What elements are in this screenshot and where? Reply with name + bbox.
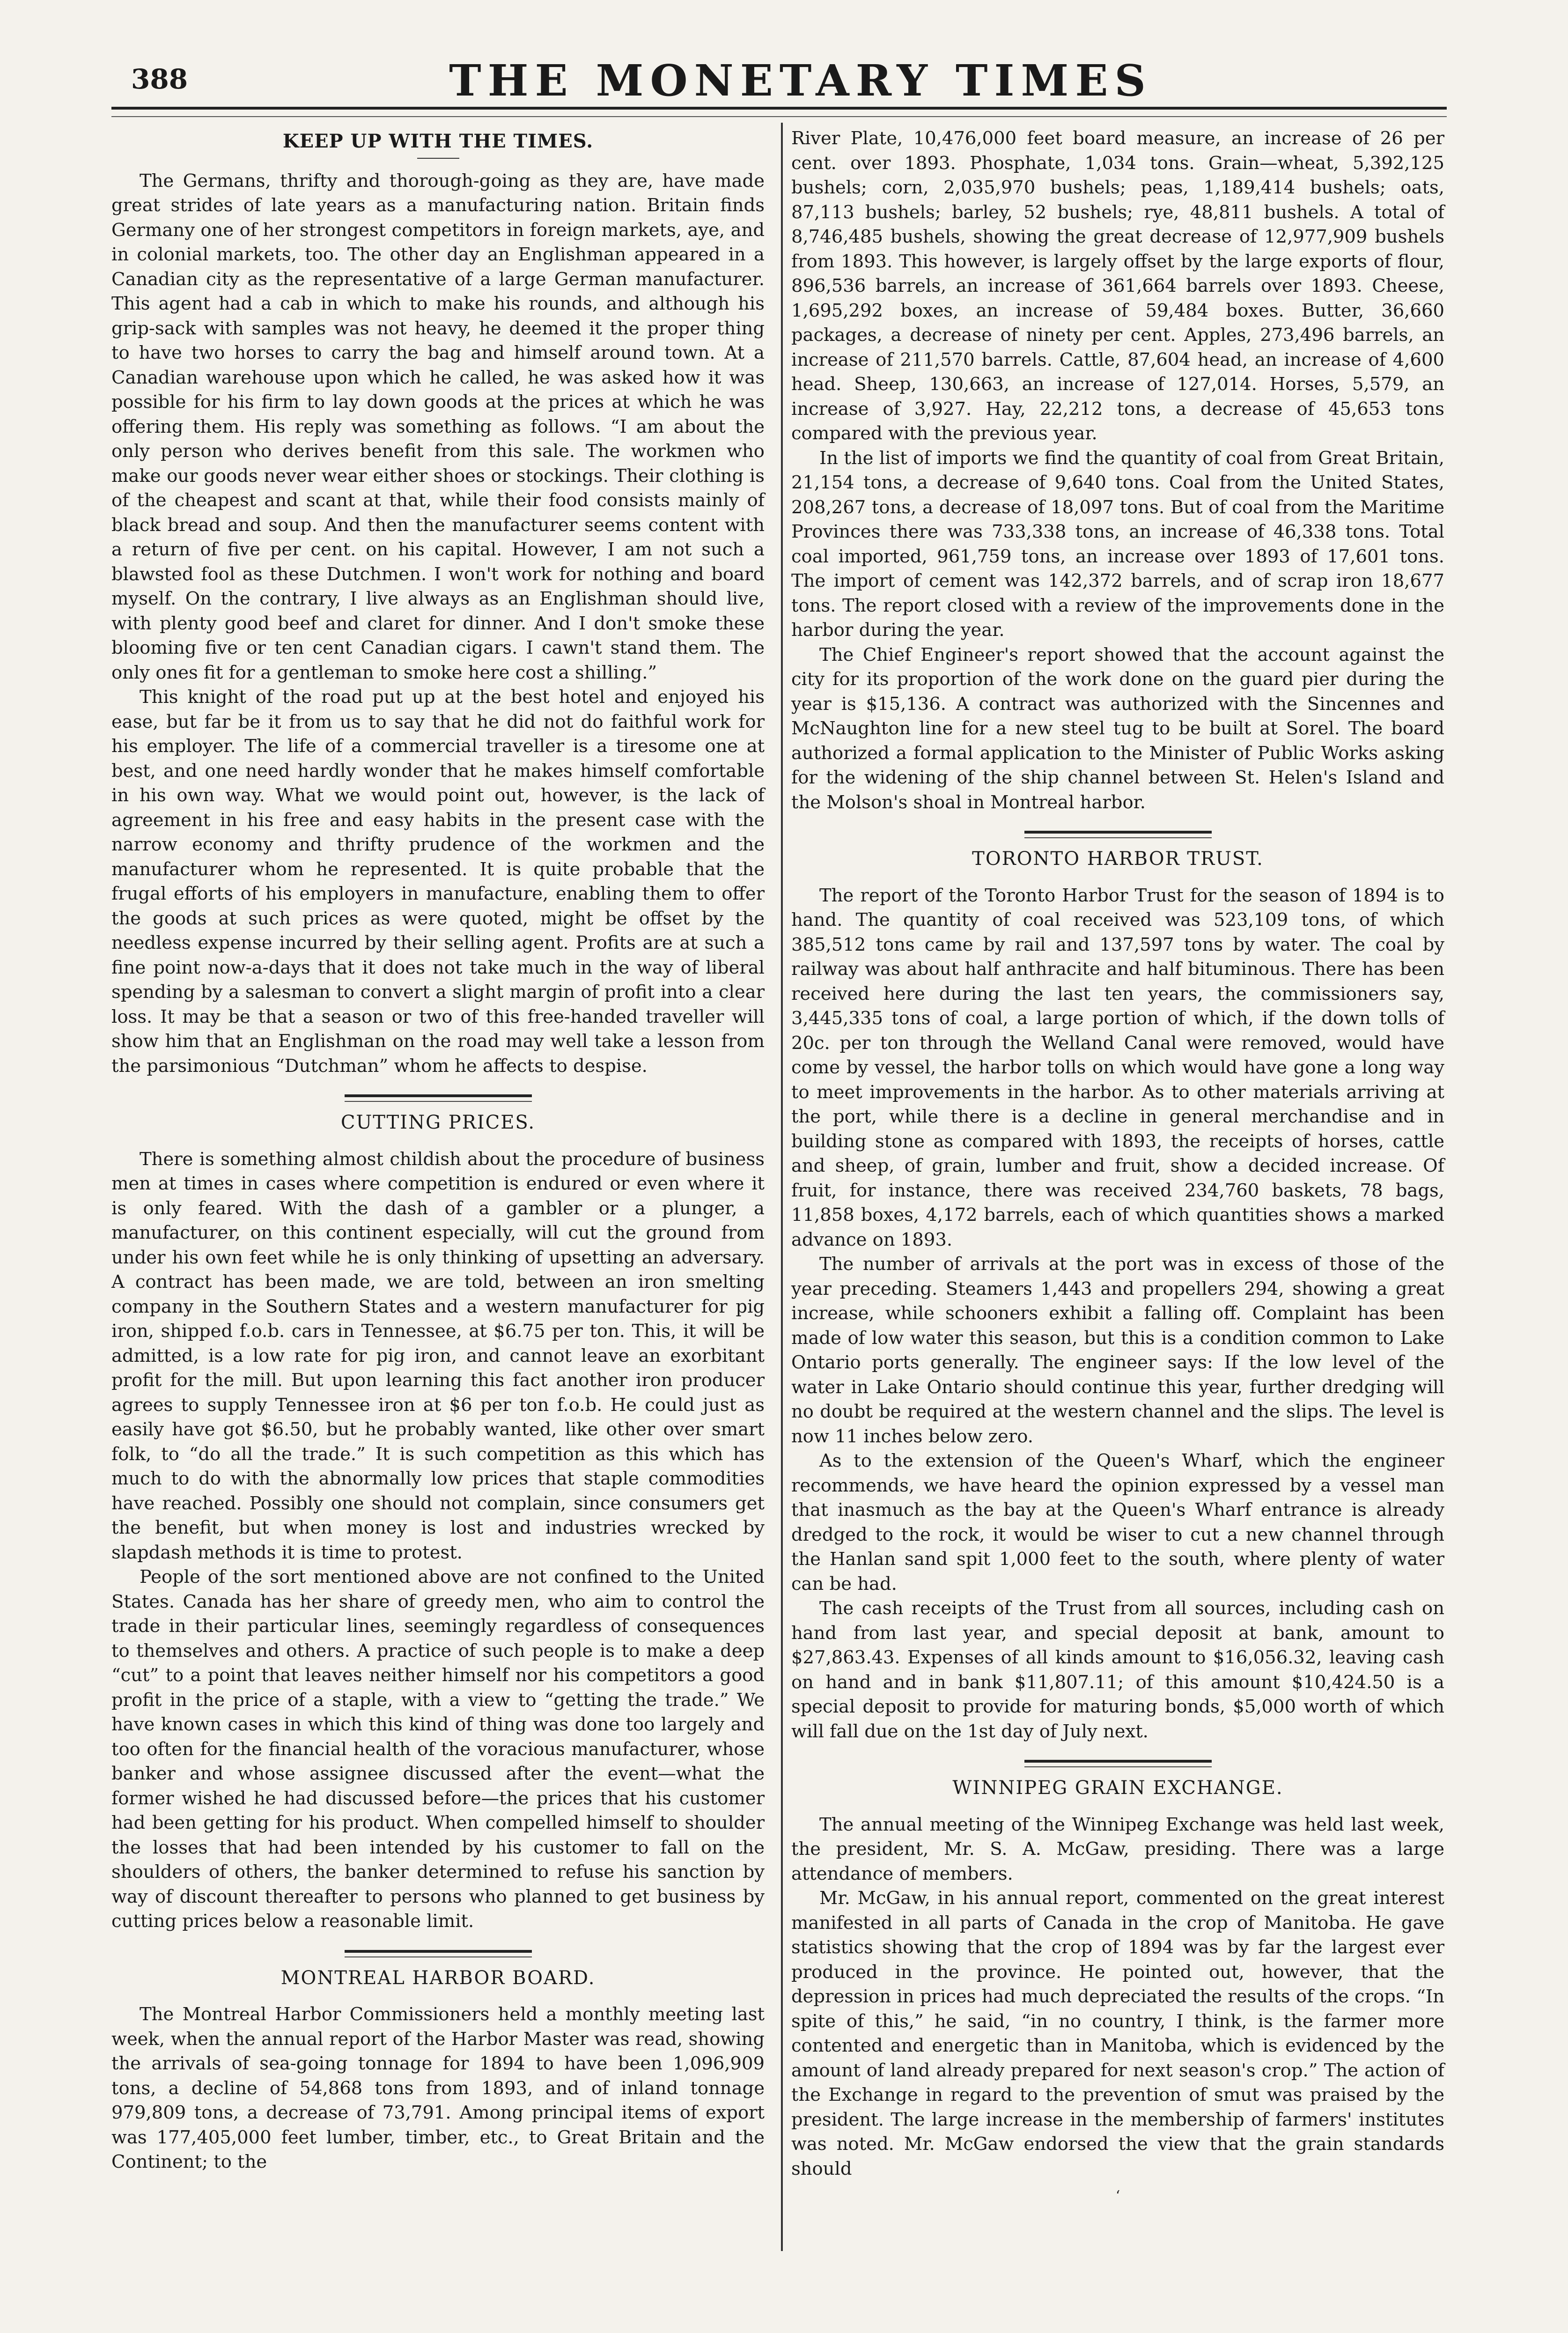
article-paragraph: As to the extension of the Queen's Wharf, which the engineer recommends, we have heard the opinion expressed by a vessel man that inasmuch as the bay at the Queen's Wharf entrance is already dredged to the rock, it would be wiser to cut a new channel through the Hanlan sand spit 1,000 feet to the south, where plenty of water can be had. <box>791 1450 1444 1595</box>
article-paragraph: Mr. McGaw, in his annual report, commented on the great interest manifested in all parts of Canada in the crop of Manitoba. He gave statistics showing that the crop of 1894 was by far the largest ever produced in the province. He pointed out, however, that the depression in prices had much depreciated the results of the crops. “In spite of this,” he said, “in no country, I think, is the farmer more contented and energetic than in Manitoba, which is evidenced by the amount of land already prepared for next season's crop.” The action of the Exchange in regard to the prevention of smut was praised by the president. The large increase in the membership of farmers' institutes was noted. Mr. McGaw endorsed the view that the grain standards should <box>791 1888 1444 2179</box>
article-paragraph: The Montreal Harbor Commissioners held a monthly meeting last week, when the annual report of the Harbor Master was read, showing the arrivals of sea-going tonnage for 1894 to have been 1,096,909 tons, a decline of 54,868 tons from 1893, and of inland tonnage 979,809 tons, a decrease of 73,791. Among principal items of export was 177,405,000 feet lumber, timber, etc., to Great Britain and the Continent; to the <box>111 2004 765 2172</box>
masthead: THE MONETARY TIMES <box>449 55 1152 106</box>
right-column <box>791 126 1444 2209</box>
article-title-montreal-harbor: MONTREAL HARBOR BOARD. <box>280 1967 596 1989</box>
article-paragraph: The annual meeting of the Winnipeg Exchange was held last week, the president, Mr. S. A. McGaw, presiding. There was a large attendance of members. <box>791 1814 1444 1884</box>
section-separator <box>1024 1760 1212 1767</box>
article-title-winnipeg-grain: WINNIPEG GRAIN EXCHANGE. <box>952 1777 1283 1799</box>
article-paragraph: The Chief Engineer's report showed that the account against the city for its proportion of the work done on the guard pier during the year is $15,136. A contract was authorized with the Sincennes and McNaughton line for a new steel tug to be built at Sorel. The board authorized a formal application to the Minister of Public Works asking for the widening of the ship channel between St. Helen's Island and the Molson's shoal in Montreal harbor. <box>791 644 1444 813</box>
article-paragraph: People of the sort mentioned above are not confined to the United States. Canada has her share of greedy men, who aim to control the trade in their particular lines, seemingly regardless of consequences to themselves and others. A practice of such people is to make a deep “cut” to a point that leaves neither himself nor his competitors a good profit in the price of a staple, with a view to “getting the trade.” We have known cases in which this kind of thing was done too largely and too often for the financial health of the voracious manufacturer, whose banker and whose assignee discussed after the event—what the former wished he had discussed before—the prices that his customer had been getting for his product. When compelled himself to shoulder the losses that had been intended by his customer to fall on the shoulders of others, the banker determined to refuse his sanction by way of discount thereafter to persons who planned to get business by cutting prices below a reasonable limit. <box>111 1566 765 1932</box>
headline-underline <box>417 158 459 159</box>
section-separator <box>345 1094 532 1102</box>
article-paragraph: The report of the Toronto Harbor Trust for the season of 1894 is to hand. The quantity of coal received was 523,109 tons, of which 385,512 tons came by rail and 137,597 tons by water. The coal by railway was about half anthracite and half bituminous. There has been received here during the last ten years, the commissioners say, 3,445,335 tons of coal, a large portion of which, if the down tolls of 20c. per ton through the Welland Canal were removed, would have come by vessel, the harbor tolls on which would have gone a long way to meet improvements in the harbor. As to other materials arriving at the port, while there is a decline in general merchandise and in building stone as compared with 1893, the receipts of horses, cattle and sheep, of grain, lumber and fruit, show a decided increase. Of fruit, for instance, there was received 234,760 baskets, 78 bags, 11,858 boxes, 4,172 barrels, each of which quantities shows a marked advance on 1893. <box>791 885 1444 1250</box>
masthead-rule-thin <box>111 116 1447 117</box>
page-number: 388 <box>131 63 188 95</box>
article-paragraph: In the list of imports we find the quantity of coal from Great Britain, 21,154 tons, a decrease of 9,640 tons. Coal from the United States, 208,267 tons, a decrease of 18,097 tons. But of coal from the Maritime Provinces there was 733,338 tons, an increase of 46,338 tons. Total coal imported, 961,759 tons, an increase over 1893 of 17,601 tons. The import of cement was 142,372 barrels, and of scrap iron 18,677 tons. The report closed with a review of the improvements done in the harbor during the year. <box>791 447 1444 641</box>
article-paragraph: The Germans, thrifty and thorough-going as they are, have made great strides of late years as a manufacturing nation. Britain finds Germany one of her strongest competitors in foreign markets, aye, and in colonial markets, too. The other day an Englishman appeared in a Canadian city as the representative of a large German manufacturer. This agent had a cab in which to make his rounds, and although his grip-sack with samples was not heavy, he deemed it the proper thing to have two horses to carry the bag and himself around town. At a Canadian warehouse upon which he called, he was asked how it was possible for his firm to lay down goods at the prices at which he was offering them. His reply was something as follows. “I am about the only person who derives benefit from this sale. The workmen who make our goods never wear either shoes or stockings. Their clothing is of the cheapest and scant at that, while their food consists mainly of black bread and soup. And then the manufacturer seems content with a return of five per cent. on his capital. However, I am not such a blawsted fool as these Dutchmen. I won't work for nothing and board myself. On the contrary, I live always as an Englishman should live, with plenty good beef and claret for dinner. And I don't smoke these blooming five or ten cent Canadian cigars. I cawn't stand them. The only ones fit for a gentleman to smoke here cost a shilling.” <box>111 170 765 683</box>
masthead-rule <box>111 107 1447 110</box>
article-paragraph-continued: River Plate, 10,476,000 feet board measure, an increase of 26 per cent. over 1893. Phosphate, 1,034 tons. Grain—wheat, 5,392,125 bushels; corn, 2,035,970 bushels; peas, 1,189,414 bushels; oats, 87,113 bushels; barley, 52 bushels; rye, 48,811 bushels. A total of 8,746,485 bushels, showing the great decrease of 12,977,909 bushels from 1893. This however, is largely offset by the large exports of flour, 896,536 barrels, an increase of 361,664 barrels over 1893. Cheese, 1,695,292 boxes, an increase of 59,484 boxes. Butter, 36,660 packages, a decrease of ninety per cent. Apples, 273,496 barrels, an increase of 211,570 barrels. Cattle, 87,604 head, an increase of 4,600 head. Sheep, 130,663, an increase of 127,014. Horses, 5,579, an increase of 3,927. Hay, 22,212 tons, a decrease of 45,653 tons compared with the previous year. <box>791 128 1444 444</box>
section-separator <box>345 1950 532 1957</box>
article-paragraph: There is something almost childish about the procedure of business men at times in cases where competition is endured or even where it is only feared. With the dash of a gambler or a plunger, a manufacturer, on this continent especially, will cut the ground from under his own feet while he is only thinking of upsetting an adversary. A contract has been made, we are told, between an iron smelting company in the Southern States and a western manufacturer for pig iron, shipped f.o.b. cars in Tennessee, at $6.75 per ton. This, it will be admitted, is a low rate for pig iron, and cannot leave an exorbitant profit for the mill. But upon learning this fact another iron producer agrees to supply Tennessee iron at $6 per ton f.o.b. He could just as easily have got $6.50, but he probably wanted, like other over smart folk, to “do all the trade.” It is such competition as this which has much to do with the abnormally low prices that staple commodities have reached. Possibly one should not complain, since consumers get the benefit, but when money is lost and industries wrecked by slapdash methods it is time to protest. <box>111 1148 765 1563</box>
printer-mark: ‘ <box>1115 2188 1120 2204</box>
column-divider <box>781 123 783 2251</box>
article-paragraph: The number of arrivals at the port was in excess of those of the year preceding. Steamers 1,443 and propellers 294, showing a great increase, while schooners exhibit a falling off. Complaint has been made of low water this season, but this is a condition common to Lake Ontario ports generally. The engineer says: If the low level of the water in Lake Ontario should continue this year, further dredging will no doubt be required at the western channel and the slips. The level is now 11 inches below zero. <box>791 1254 1444 1447</box>
article-paragraph: The cash receipts of the Trust from all sources, including cash on hand from last year, and special deposit at bank, amount to $27,863.43. Expenses of all kinds amount to $16,056.32, leaving cash on hand and in bank $11,807.11; of this amount $10,424.50 is a special deposit to provide for maturing bonds, $5,000 worth of which will fall due on the 1st day of July next. <box>791 1598 1444 1742</box>
article-title-cutting-prices: CUTTING PRICES. <box>340 1112 536 1133</box>
article-title-keep-up: KEEP UP WITH THE TIMES. <box>282 130 594 152</box>
section-separator <box>1024 831 1212 838</box>
left-column <box>111 126 765 2175</box>
article-paragraph: This knight of the road put up at the best hotel and enjoyed his ease, but far be it from us to say that he did not do faithful work for his employer. The life of a commercial traveller is a tiresome one at best, and one need hardly wonder that he makes himself comfortable in his own way. What we would point out, however, is the lack of agreement in his free and easy habits in the present case with the narrow economy and thrifty prudence of the workmen and the manufacturer whom he represented. It is quite probable that the frugal efforts of his employers in manufacture, enabling them to offer the goods at such prices as were quoted, might be offset by the needless expense incurred by their selling agent. Profits are at such a fine point now-a-days that it does not take much in the way of liberal spending by a salesman to convert a slight margin of profit into a clear loss. It may be that a season or two of this free-handed traveller will show him that an Englishman on the road may well take a lesson from the parsimonious “Dutchman” whom he affects to despise. <box>111 687 765 1077</box>
article-title-toronto-harbor: TORONTO HARBOR TRUST. <box>972 848 1264 870</box>
